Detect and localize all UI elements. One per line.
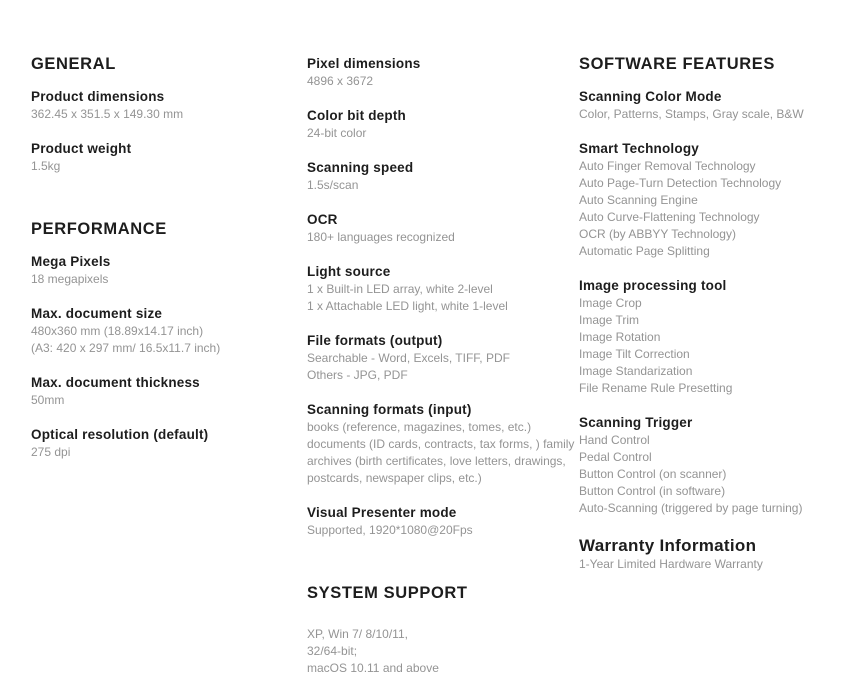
spec-value-line: 24-bit color bbox=[307, 126, 367, 140]
section-heading: PERFORMANCE bbox=[31, 220, 167, 238]
spec-item bbox=[31, 305, 307, 357]
spec-label: Pixel dimensions bbox=[307, 56, 421, 71]
spec-item bbox=[307, 107, 579, 142]
spec-item bbox=[579, 277, 826, 397]
section-heading: SYSTEM SUPPORT bbox=[307, 584, 468, 602]
spec-item bbox=[307, 55, 579, 90]
spec-item bbox=[31, 253, 307, 288]
spec-value-line: XP, Win 7/ 8/10/11, bbox=[307, 627, 408, 641]
spec-value-line: Image Standarization bbox=[579, 364, 693, 378]
spec-item bbox=[31, 426, 307, 461]
spec-value-line: Others - JPG, PDF bbox=[307, 368, 408, 382]
spec-label: Scanning Trigger bbox=[579, 415, 693, 430]
spec-label: Image processing tool bbox=[579, 278, 727, 293]
spec-value-line: (A3: 420 x 297 mm/ 16.5x11.7 inch) bbox=[31, 341, 221, 355]
spec-value-line: 180+ languages recognized bbox=[307, 230, 455, 244]
spec-item bbox=[31, 374, 307, 409]
spec-label: Scanning formats (input) bbox=[307, 402, 472, 417]
spec-column-middle bbox=[307, 55, 579, 677]
spec-label: Max. document thickness bbox=[31, 375, 200, 390]
spec-value-line: 1.5s/scan bbox=[307, 178, 359, 192]
spec-value-line: Auto Curve-Flattening Technology bbox=[579, 210, 760, 224]
spec-value-line: 32/64-bit; bbox=[307, 644, 358, 658]
section-heading: GENERAL bbox=[31, 55, 116, 73]
spec-label: Max. document size bbox=[31, 306, 163, 321]
spec-value-line: macOS 10.11 and above bbox=[307, 661, 439, 675]
spec-value-line: documents (ID cards, contracts, tax forms, ) family bbox=[307, 437, 575, 451]
spec-value-line: Auto Page-Turn Detection Technology bbox=[579, 176, 782, 190]
spec-label: Product dimensions bbox=[31, 89, 165, 104]
spec-value-line: Pedal Control bbox=[579, 450, 652, 464]
spec-value-line: Auto Finger Removal Technology bbox=[579, 159, 756, 173]
spec-value-line: Supported, 1920*1080@20Fps bbox=[307, 523, 473, 537]
spec-value-line: Button Control (on scanner) bbox=[579, 467, 727, 481]
spec-label: Optical resolution (default) bbox=[31, 427, 209, 442]
spec-item bbox=[579, 140, 826, 260]
spec-label: File formats (output) bbox=[307, 333, 443, 348]
spec-item bbox=[307, 332, 579, 384]
spec-label: Color bit depth bbox=[307, 108, 406, 123]
spec-value-line: Auto Scanning Engine bbox=[579, 193, 698, 207]
spec-label: Smart Technology bbox=[579, 141, 699, 156]
spec-value-line: Image Rotation bbox=[579, 330, 661, 344]
spec-value-line: 1 x Attachable LED light, white 1-level bbox=[307, 299, 508, 313]
spec-value-line: Hand Control bbox=[579, 433, 650, 447]
spec-column-right bbox=[579, 55, 826, 573]
section-heading: SOFTWARE FEATURES bbox=[579, 55, 775, 73]
spec-label: Scanning speed bbox=[307, 160, 414, 175]
spec-label: Product weight bbox=[31, 141, 132, 156]
spec-value-line: 18 megapixels bbox=[31, 272, 109, 286]
spec-value-line: 1-Year Limited Hardware Warranty bbox=[579, 557, 763, 571]
spec-item bbox=[579, 414, 826, 517]
spec-label: Visual Presenter mode bbox=[307, 505, 457, 520]
spec-columns bbox=[31, 55, 826, 677]
spec-value-line: Button Control (in software) bbox=[579, 484, 726, 498]
spec-item bbox=[579, 88, 826, 123]
spec-value-line: OCR (by ABBYY Technology) bbox=[579, 227, 736, 241]
spec-label: Scanning Color Mode bbox=[579, 89, 722, 104]
spec-value-line: 362.45 x 351.5 x 149.30 mm bbox=[31, 107, 184, 121]
spec-lines bbox=[307, 626, 579, 677]
spec-label: Mega Pixels bbox=[31, 254, 111, 269]
spec-value-line: 1 x Built-in LED array, white 2-level bbox=[307, 282, 493, 296]
spec-value-line: Image Crop bbox=[579, 296, 642, 310]
spec-value-line: 4896 x 3672 bbox=[307, 74, 374, 88]
spec-value-line: 1.5kg bbox=[31, 159, 61, 173]
spec-label: Light source bbox=[307, 264, 391, 279]
spec-item bbox=[31, 88, 307, 123]
spec-item bbox=[307, 159, 579, 194]
spec-value-line: 480x360 mm (18.89x14.17 inch) bbox=[31, 324, 204, 338]
spec-value-line: Image Tilt Correction bbox=[579, 347, 690, 361]
spec-label: OCR bbox=[307, 212, 338, 227]
spec-item bbox=[31, 140, 307, 175]
spec-value-line: archives (birth certificates, love letters, drawings, bbox=[307, 454, 566, 468]
spec-item bbox=[579, 536, 826, 573]
spec-value-line: Searchable - Word, Excels, TIFF, PDF bbox=[307, 351, 510, 365]
spec-value-line: 275 dpi bbox=[31, 445, 71, 459]
spec-value-line: postcards, newspaper clips, etc.) bbox=[307, 471, 482, 485]
spec-value-line: Automatic Page Splitting bbox=[579, 244, 710, 258]
spec-item bbox=[307, 504, 579, 539]
spec-value-line: 50mm bbox=[31, 393, 65, 407]
spec-column-left bbox=[31, 55, 307, 461]
spec-item bbox=[307, 263, 579, 315]
spec-item bbox=[307, 211, 579, 246]
spec-value-line: Auto-Scanning (triggered by page turning) bbox=[579, 501, 803, 515]
spec-value-line: Image Trim bbox=[579, 313, 640, 327]
spec-value-line: Color, Patterns, Stamps, Gray scale, B&W bbox=[579, 107, 804, 121]
spec-label: Warranty Information bbox=[579, 536, 757, 555]
spec-item bbox=[307, 401, 579, 487]
spec-value-line: books (reference, magazines, tomes, etc.) bbox=[307, 420, 532, 434]
spec-value-line: File Rename Rule Presetting bbox=[579, 381, 733, 395]
